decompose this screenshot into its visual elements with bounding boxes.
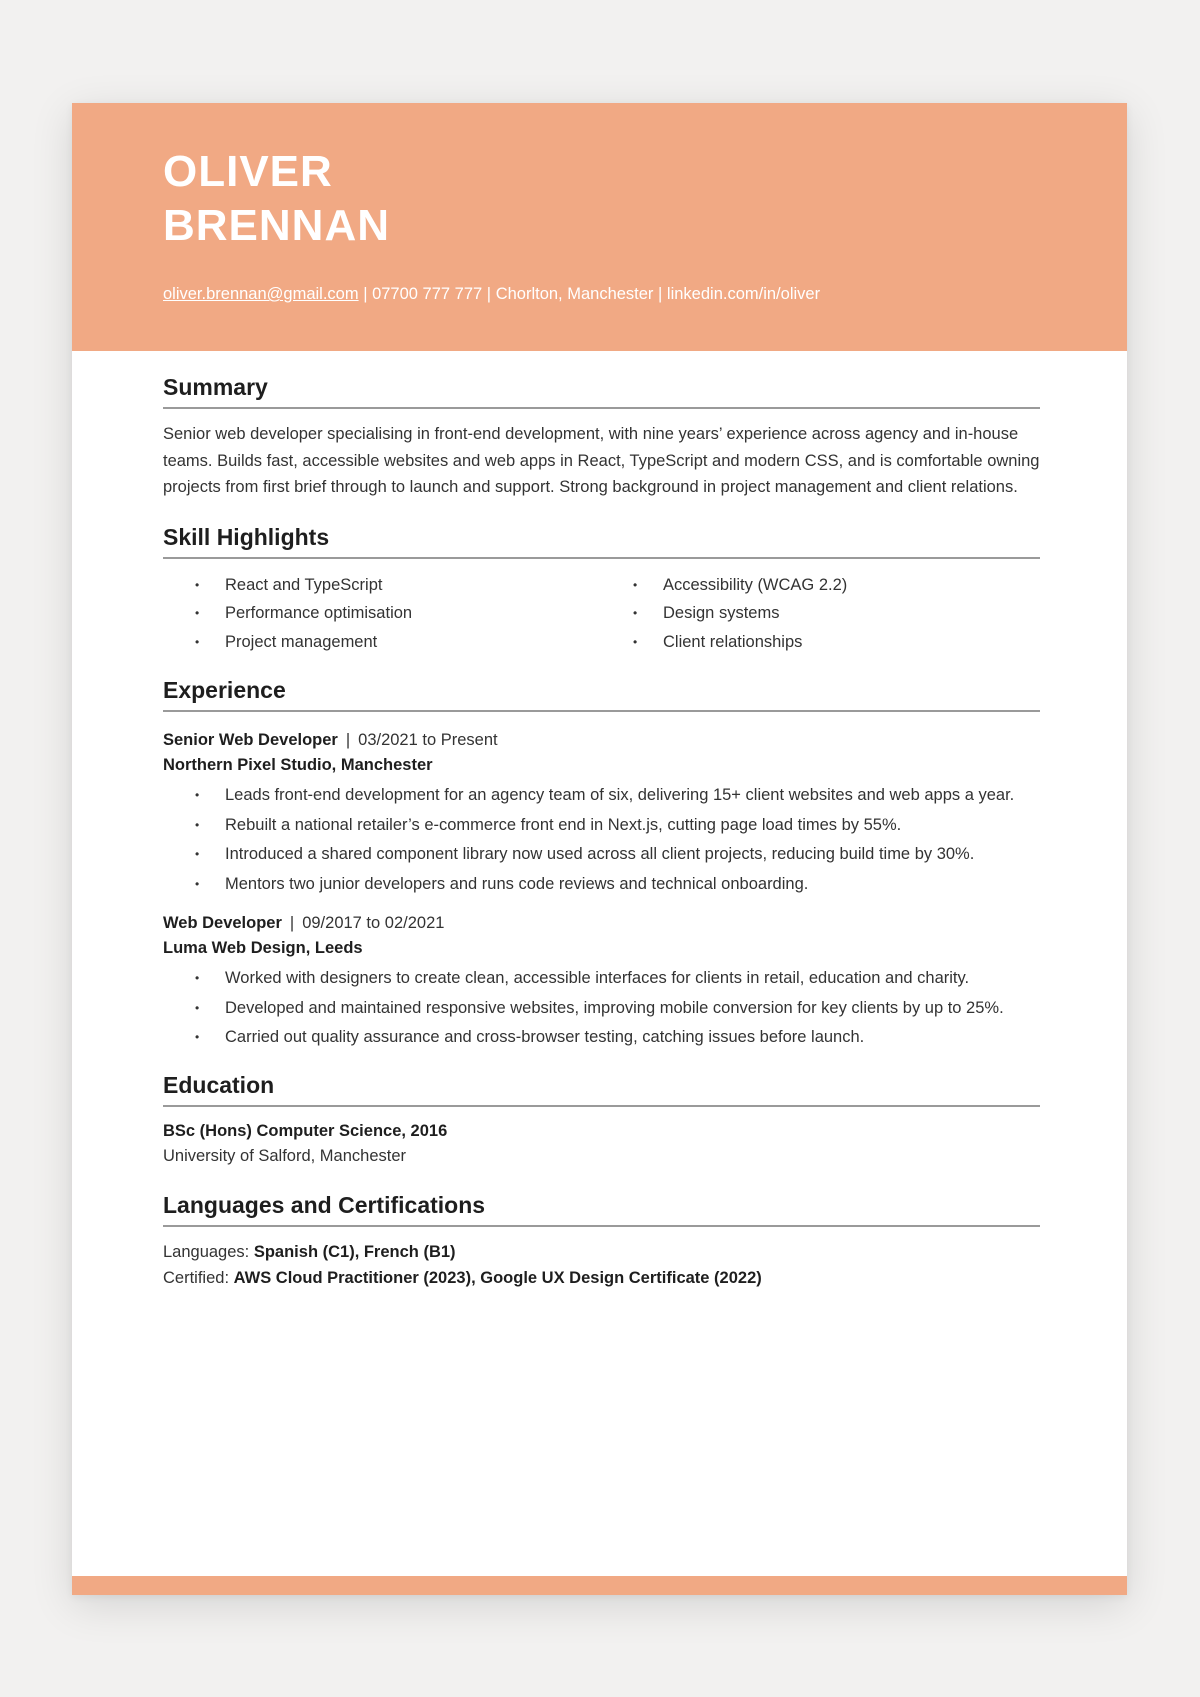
bullet-icon: • [195,817,200,832]
bullet-icon: • [195,634,200,649]
skill-item [601,599,1039,628]
job-company: Northern Pixel Studio, Manchester [163,756,433,774]
bullet-icon: • [633,577,638,592]
bullet-text: Worked with designers to create clean, accessible interfaces for clients in retail, education and charity. [225,969,970,987]
separator: | [345,731,351,749]
bullet-text: Developed and maintained responsive websites, improving mobile conversion for key clients by up to 25%. [225,998,1004,1017]
bullet-icon: • [195,876,200,891]
bullet-text: Leads front-end development for an agency team of six, delivering 15+ client websites and web apps a year. [225,786,1015,804]
resume-body [163,373,1040,1291]
bullet-text: Rebuilt a national retailer’s e-commerce front end in Next.js, cutting page load times by 55%. [225,815,902,834]
languages-label: Languages: [163,1242,250,1261]
skill-label: Design systems [663,604,780,622]
skill-label: React and TypeScript [225,575,383,594]
languages-line [163,1239,1040,1265]
skill-item [163,599,601,628]
candidate-name [163,145,390,253]
skill-item [163,628,601,657]
skill-label: Performance optimisation [225,604,413,622]
skill-label: Client relationships [663,632,803,651]
last-name: BRENNAN [163,201,390,250]
bullet-text: Mentors two junior developers and runs code reviews and technical onboarding. [225,874,809,893]
job-header [163,911,1040,936]
bullet-icon: • [195,606,200,620]
job-bullet [163,871,1040,898]
contact-line [163,283,820,305]
job-entry [163,728,1040,897]
job-bullet [163,782,1040,809]
job-dates: 09/2017 to 02/2021 [302,914,445,932]
bullet-icon: • [633,634,638,649]
languages-heading: Languages and Certifications [163,1191,1040,1227]
certified-value: AWS Cloud Practitioner (2023), Google UX Design Certificate (2022) [233,1268,762,1287]
skill-item [163,571,601,600]
bullet-icon: • [195,1000,200,1015]
job-entry [163,911,1040,1051]
skill-label: Accessibility (WCAG 2.2) [663,575,848,594]
bullet-text: Introduced a shared component library now used across all client projects, reducing build time by 30%. [225,845,975,863]
separator: | [658,285,663,303]
separator: | [289,914,295,932]
bullet-text: Carried out quality assurance and cross-browser testing, catching issues before launch. [225,1028,865,1046]
skill-item [601,571,1039,600]
skills-column-left [163,571,601,657]
languages-value: Spanish (C1), French (B1) [253,1242,456,1261]
skills-heading: Skill Highlights [163,523,1040,559]
education-degree: BSc (Hons) Computer Science, 2016 [163,1121,448,1140]
certified-label: Certified: [163,1268,230,1287]
job-role: Web Developer [163,914,282,932]
job-bullets [163,782,1040,897]
first-name: OLIVER [163,147,333,196]
summary-heading: Summary [163,373,1040,409]
job-bullet [163,841,1040,868]
job-dates: 03/2021 to Present [358,731,498,749]
job-bullet [163,1024,1040,1051]
separator: | [363,285,368,303]
education-school: University of Salford, Manchester [163,1146,407,1165]
job-bullet [163,965,1040,992]
phone: 07700 777 777 [372,285,483,303]
skill-label: Project management [225,632,378,651]
job-company: Luma Web Design, Leeds [163,939,363,957]
footer-accent-bar [72,1576,1127,1595]
job-bullets [163,965,1040,1051]
bullet-icon: • [195,788,200,802]
job-bullet [163,995,1040,1022]
location: Chorlton, Manchester [495,285,654,303]
summary-text: Senior web developer specialising in front-end development, with nine years’ experience across agency and in-house teams. Builds fast, accessible websites and web apps in React, TypeScript and modern CSS, and is comfortable owning projects from first brief through to launch and support. Strong background in project management and client relations. [163,425,1040,496]
linkedin: linkedin.com/in/oliver [666,285,821,303]
job-bullet [163,812,1040,839]
skill-item [601,628,1039,657]
email-link[interactable]: oliver.brennan@gmail.com [163,285,359,303]
experience-heading: Experience [163,676,1040,712]
job-role: Senior Web Developer [163,731,338,749]
certified-line [163,1265,1040,1291]
job-header [163,728,1040,753]
separator: | [486,285,492,303]
bullet-icon: • [195,971,200,985]
skills-list [163,571,1040,657]
bullet-icon: • [195,1030,200,1044]
resume-page [72,103,1127,1595]
resume-header [72,103,1127,351]
bullet-icon: • [195,847,200,861]
skills-column-right [601,571,1039,657]
bullet-icon: • [633,606,638,620]
bullet-icon: • [195,577,200,592]
education-heading: Education [163,1071,1040,1107]
